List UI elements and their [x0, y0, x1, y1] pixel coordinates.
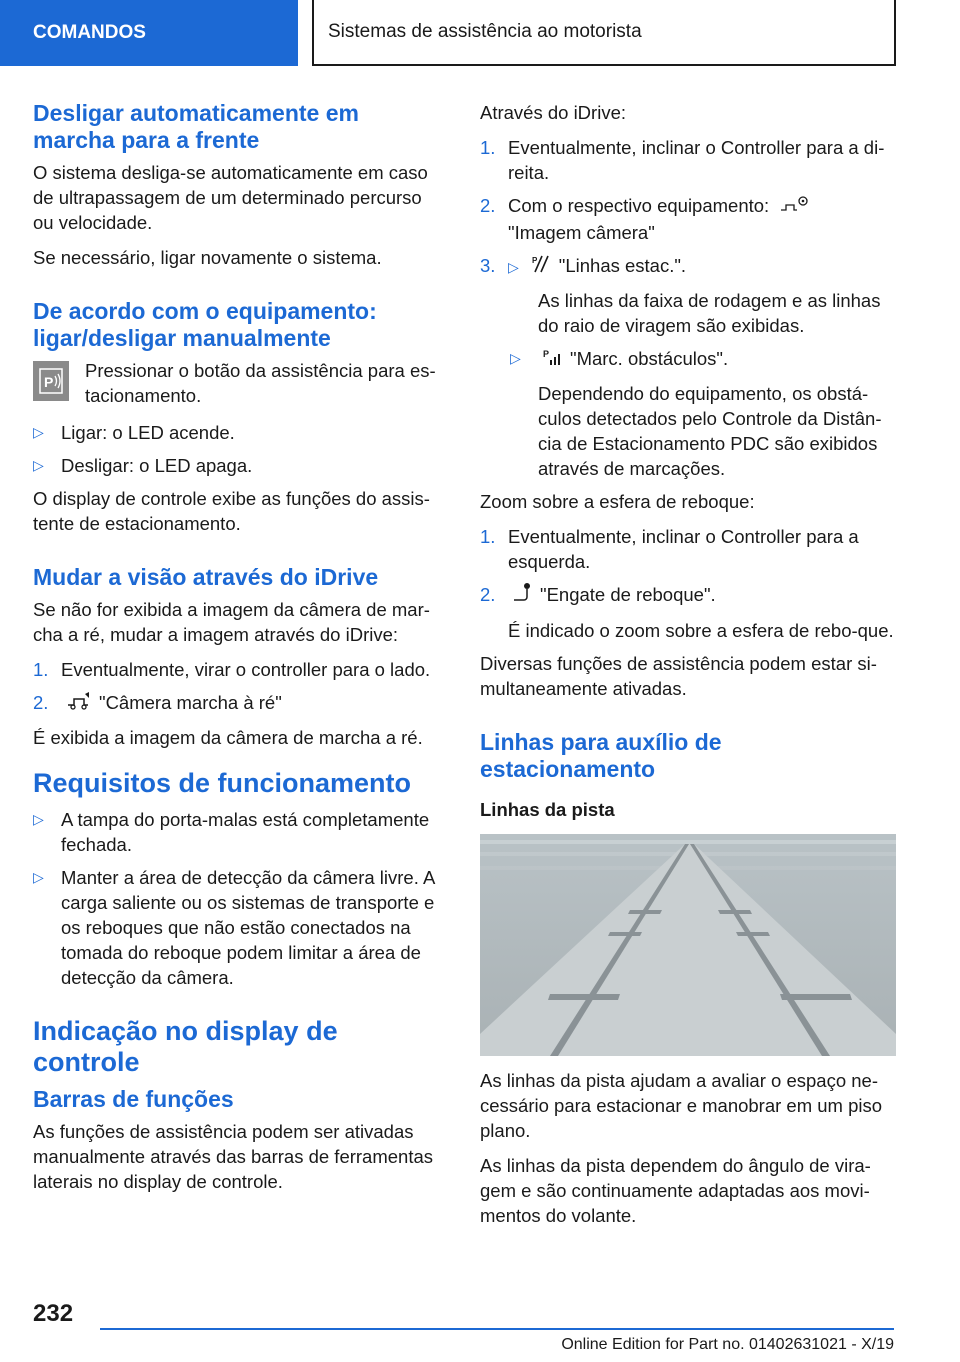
- bullet-triangle-icon: ▷: [33, 424, 44, 440]
- edition-note: Online Edition for Part no. 01402631021 - X/19: [561, 1336, 894, 1353]
- list-item: ▷ Ligar: o LED acende.: [33, 422, 235, 443]
- svg-text:P: P: [44, 374, 54, 390]
- page-number: 232: [33, 1300, 74, 1327]
- chapter-title: Sistemas de assistência ao motorista: [312, 0, 896, 66]
- paragraph: Diversas funções de assistência podem estar si-multaneamente ativadas.: [480, 653, 877, 700]
- button-instruction-text: Pressionar o botão da assistência para es-tacionamento.: [85, 360, 436, 406]
- heading-requirements: Requisitos de funcionamento: [33, 768, 412, 799]
- step-description: É indicado o zoom sobre a esfera de rebo-que.: [508, 620, 894, 642]
- heading-parking-lines: Linhas para auxílio de estacionamento: [480, 729, 722, 783]
- list-item: 1. Eventualmente, inclinar o Controller para a di-reita.: [480, 137, 885, 183]
- list-item: ▷ Desligar: o LED apaga.: [33, 455, 253, 476]
- heading-auto-off: Desligar automaticamente em marcha para a frente: [33, 100, 359, 153]
- paragraph: Através do iDrive:: [480, 102, 626, 123]
- list-item: ▷ Manter a área de detecção da câmera livre. A carga saliente ou os sistemas de transporte e os reboques que não estão conectados na tomada do reboque podem limitar a área de detecção da câmera.: [33, 867, 435, 989]
- button-instruction: [33, 358, 447, 408]
- parking-assist-button-icon: [33, 361, 69, 401]
- paragraph: Zoom sobre a esfera de reboque:: [480, 491, 755, 513]
- left-column: [33, 100, 447, 1204]
- paragraph: As linhas da pista dependem do ângulo de vira-gem e são continuamente adaptadas aos movi-mentos do volante.: [480, 1155, 871, 1227]
- heading-change-view: Mudar a visão através do iDrive: [33, 564, 379, 590]
- subheading-function-bars: Barras de funções: [33, 1086, 234, 1113]
- paragraph: As funções de assistência podem ser ativadas manualmente através das barras de ferramentas laterais no display de controle.: [33, 1121, 434, 1193]
- bullet-triangle-icon: ▷: [33, 811, 44, 828]
- list-item: 3. ▷ P "Linhas estac.".: [480, 253, 896, 280]
- list-item: 1. Eventualmente, inclinar o Controller para a esquerda.: [480, 526, 859, 573]
- heading-manual-toggle: De acordo com o equipamento: ligar/desligar manualmente: [33, 298, 377, 351]
- parking-lines-icon: [531, 254, 551, 280]
- heading-control-display: Indicação no display de controle: [33, 1016, 338, 1078]
- paragraph: O display de controle exibe as funções do assis-tente de estacionamento.: [33, 488, 430, 534]
- right-column: [480, 100, 896, 1238]
- step-description: As linhas da faixa de rodagem e as linhas do raio de viragem são exibidas.: [538, 290, 881, 337]
- list-item: 2. "Câmera marcha à ré": [33, 690, 447, 717]
- list-item: 1. Eventualmente, virar o controller para o lado.: [33, 659, 431, 680]
- paragraph: É exibida a imagem da câmera de marcha a ré.: [33, 727, 423, 749]
- svg-text:P: P: [543, 349, 550, 360]
- list-item: ▷ A tampa do porta-malas está completamente fechada.: [33, 809, 430, 856]
- bullet-triangle-icon: ▷: [508, 259, 519, 276]
- section-tab: COMANDOS: [0, 0, 298, 66]
- trailer-hitch-icon: [512, 582, 532, 610]
- list-item: 2. Com o respectivo equipamento: "Imagem câmera": [480, 193, 896, 245]
- bullet-triangle-icon: ▷: [510, 350, 521, 367]
- rear-camera-icon: [65, 691, 91, 717]
- paragraph: As linhas da pista ajudam a avaliar o espaço ne-cessário para estacionar e manobrar em um piso plano.: [480, 1070, 883, 1142]
- page-header: [0, 0, 960, 66]
- bullet-triangle-icon: ▷: [33, 457, 44, 473]
- camera-settings-icon: [779, 194, 809, 220]
- track-lines-illustration: [480, 834, 896, 1056]
- page-footer: [0, 1290, 960, 1362]
- step-description: Dependendo do equipamento, os obstá-culos detectados pelo Controle da Distân-cia de Estacionamento PDC são exibidos através de marcações.: [538, 383, 882, 480]
- bullet-triangle-icon: ▷: [33, 869, 44, 886]
- footer-rule: [100, 1328, 894, 1330]
- paragraph: O sistema desliga-se automaticamente em caso de ultrapassagem de um determinado percurso ou velocidade.: [33, 162, 428, 233]
- paragraph: Se não for exibida a imagem da câmera de mar-cha a ré, mudar a imagem através do iDrive:: [33, 599, 430, 645]
- subheading-track-lines: Linhas da pista: [480, 799, 615, 821]
- svg-text:P: P: [531, 256, 538, 266]
- list-item: 2. "Engate de reboque".: [480, 582, 896, 610]
- obstacle-markers-icon: [542, 347, 562, 373]
- list-item: ▷ P "Marc. obstáculos".: [480, 346, 896, 373]
- paragraph: Se necessário, ligar novamente o sistema.: [33, 247, 382, 268]
